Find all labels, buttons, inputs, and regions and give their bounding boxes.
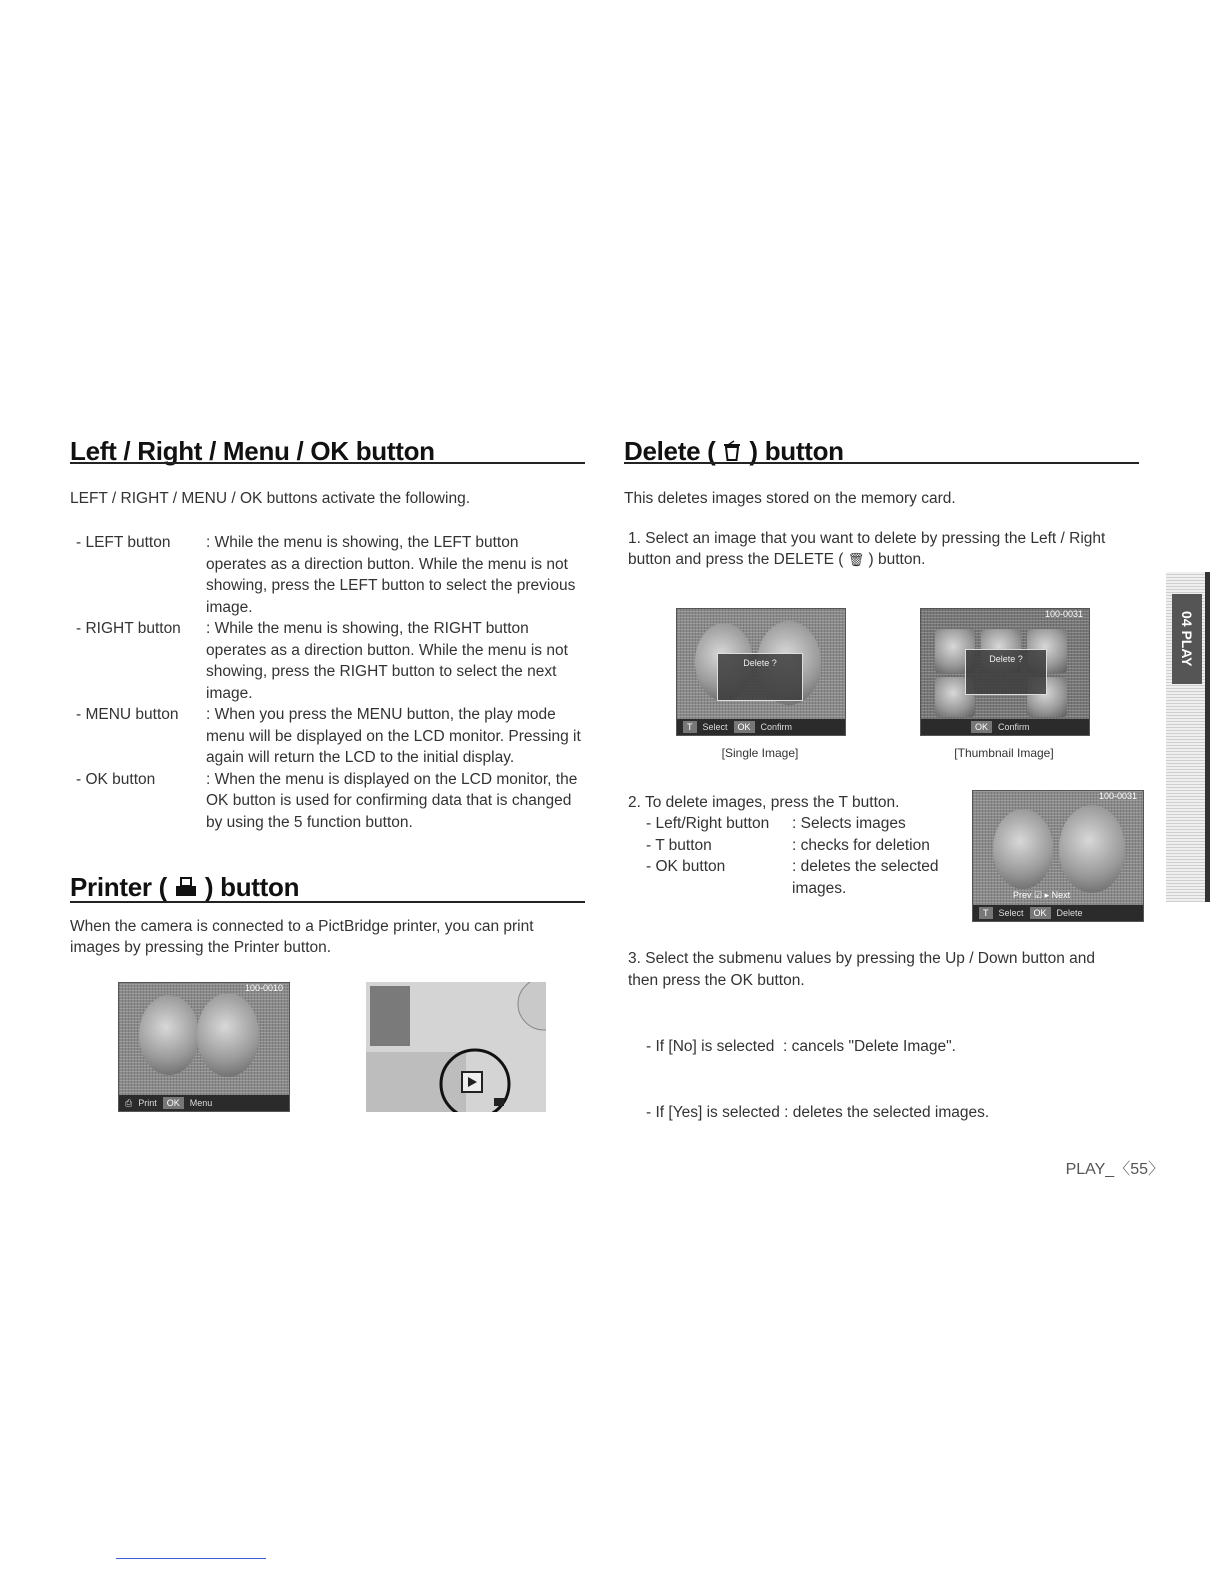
step-3-item: - If [No] is selected : cancels "Delete Image". (646, 1038, 956, 1055)
prev-label: Prev (1013, 890, 1032, 900)
delete-step-1 (628, 528, 1138, 570)
file-number: 100-0010 (244, 983, 283, 993)
chapter-side-tab (1166, 572, 1210, 902)
trash-icon: 🗑 (847, 552, 865, 567)
definition-row-left (70, 532, 585, 618)
left-right-menu-ok-title: Left / Right / Menu / OK button (70, 436, 435, 466)
title-underline (624, 462, 1139, 464)
thumbnail-image-caption: [Thumbnail Image] (954, 746, 1054, 760)
title-text-pre: Printer ( (70, 872, 167, 902)
printer-section-text: When the camera is connected to a PictBridge printer, you can print images by pressing the Printer button. (70, 918, 534, 956)
file-number: 100-0031 (1044, 609, 1083, 619)
step-text-end: ) button. (868, 551, 926, 568)
delete-step-2: 2. To delete images, press the T button. (628, 794, 900, 811)
step-3-list (646, 992, 1126, 1146)
step-2-desc: : Selects images (792, 815, 906, 832)
ok-chip: OK (1030, 907, 1051, 919)
confirm-label: Confirm (998, 722, 1030, 732)
page-number: PLAY_〈55〉 (1065, 1161, 1164, 1178)
title-text-pre: Delete ( (624, 436, 716, 466)
select-label: Select (702, 722, 728, 732)
printer-lcd-screenshot (118, 982, 290, 1112)
step-2-term: - Left/Right button (646, 815, 770, 832)
footer-rule (116, 1558, 266, 1559)
definition-desc: : While the menu is showing, the RIGHT button operates as a direction button. While the menu is not showing, press the RIGHT button to select the next image. (206, 620, 568, 702)
ok-chip: OK (163, 1097, 184, 1109)
definition-desc: : While the menu is showing, the LEFT button operates as a direction button. While the menu is not showing, press the LEFT button to select the previous image. (206, 534, 576, 616)
thumbnail-image-lcd (920, 608, 1090, 736)
lcd-button-bar (677, 719, 845, 735)
tab-edge (1205, 572, 1210, 902)
next-arrow-icon: ▸ (1044, 890, 1050, 900)
step-2-row (646, 813, 956, 835)
definition-row-ok (70, 769, 585, 834)
title-underline (70, 901, 585, 903)
photo-subject (993, 809, 1053, 889)
definition-row-right (70, 618, 585, 704)
ok-chip: OK (734, 721, 755, 733)
confirm-label: Confirm (760, 722, 793, 732)
definition-term: - MENU button (76, 706, 179, 723)
ok-chip: OK (971, 721, 992, 733)
photo-subject (197, 993, 259, 1077)
left-section-intro: LEFT / RIGHT / MENU / OK buttons activate the following. (70, 490, 470, 507)
prev-next-indicator (1013, 890, 1070, 901)
printer-button-title (70, 872, 299, 903)
dialog-label: Delete ? (743, 658, 777, 668)
step-2-list (646, 813, 956, 899)
delete-section-intro: This deletes images stored on the memory card. (624, 490, 956, 507)
photo-subject (139, 995, 199, 1075)
step-2-row (646, 835, 956, 857)
checkbox-icon: ☑ (1034, 890, 1043, 900)
lcd-button-bar (119, 1095, 289, 1111)
trash-icon (722, 438, 742, 460)
delete-dialog (717, 653, 803, 701)
delete-select-lcd (972, 790, 1144, 922)
chapter-label: 04 PLAY (1172, 594, 1202, 684)
definition-term: - RIGHT button (76, 620, 181, 637)
printer-icon: ⎙ (125, 1097, 133, 1108)
definition-term: - LEFT button (76, 534, 171, 551)
definition-desc: : When you press the MENU button, the play mode menu will be displayed on the LCD monitor. Pressing it again will return the LCD to the initial display. (206, 706, 581, 766)
definition-desc: : When the menu is displayed on the LCD monitor, the OK button is used for confirming data that is changed by using the 5 function button. (206, 770, 578, 831)
file-number: 100-0031 (1098, 791, 1137, 801)
step-2-desc: : deletes the selected images. (792, 858, 939, 897)
select-label: Select (998, 908, 1024, 918)
next-label: Next (1051, 890, 1071, 900)
delete-dialog (965, 649, 1047, 695)
t-chip: T (979, 907, 993, 919)
menu-label: Menu (189, 1098, 213, 1108)
single-image-caption: [Single Image] (721, 746, 799, 760)
step-2-term: - T button (646, 836, 712, 854)
title-text-post: ) button (749, 436, 844, 466)
t-chip: T (683, 721, 697, 733)
print-label: Print (138, 1098, 157, 1108)
photo-subject (1059, 805, 1125, 893)
step-2-term: - OK button (646, 858, 726, 875)
step-2-row (646, 856, 956, 899)
definition-term: - OK button (76, 770, 156, 788)
step-2-desc: : checks for deletion (792, 836, 930, 854)
delete-label: Delete (1056, 908, 1083, 918)
printer-icon (174, 875, 198, 897)
title-text-post: ) button (204, 872, 300, 902)
button-definition-list (70, 532, 585, 833)
definition-row-menu (70, 704, 585, 769)
step-3-item: - If [Yes] is selected : deletes the selected images. (646, 1104, 990, 1121)
camera-button-closeup (366, 982, 546, 1112)
lcd-button-bar (973, 905, 1143, 921)
step-text: 1. Select an image that you want to delete by pressing the Left / Right button and press the DELETE ( (628, 530, 1106, 568)
single-image-lcd (676, 608, 846, 736)
dialog-label: Delete ? (989, 654, 1023, 664)
delete-step-3: 3. Select the submenu values by pressing the Up / Down button and then press the OK button. (628, 950, 1096, 989)
title-underline (70, 462, 585, 464)
lcd-button-bar (921, 719, 1089, 735)
